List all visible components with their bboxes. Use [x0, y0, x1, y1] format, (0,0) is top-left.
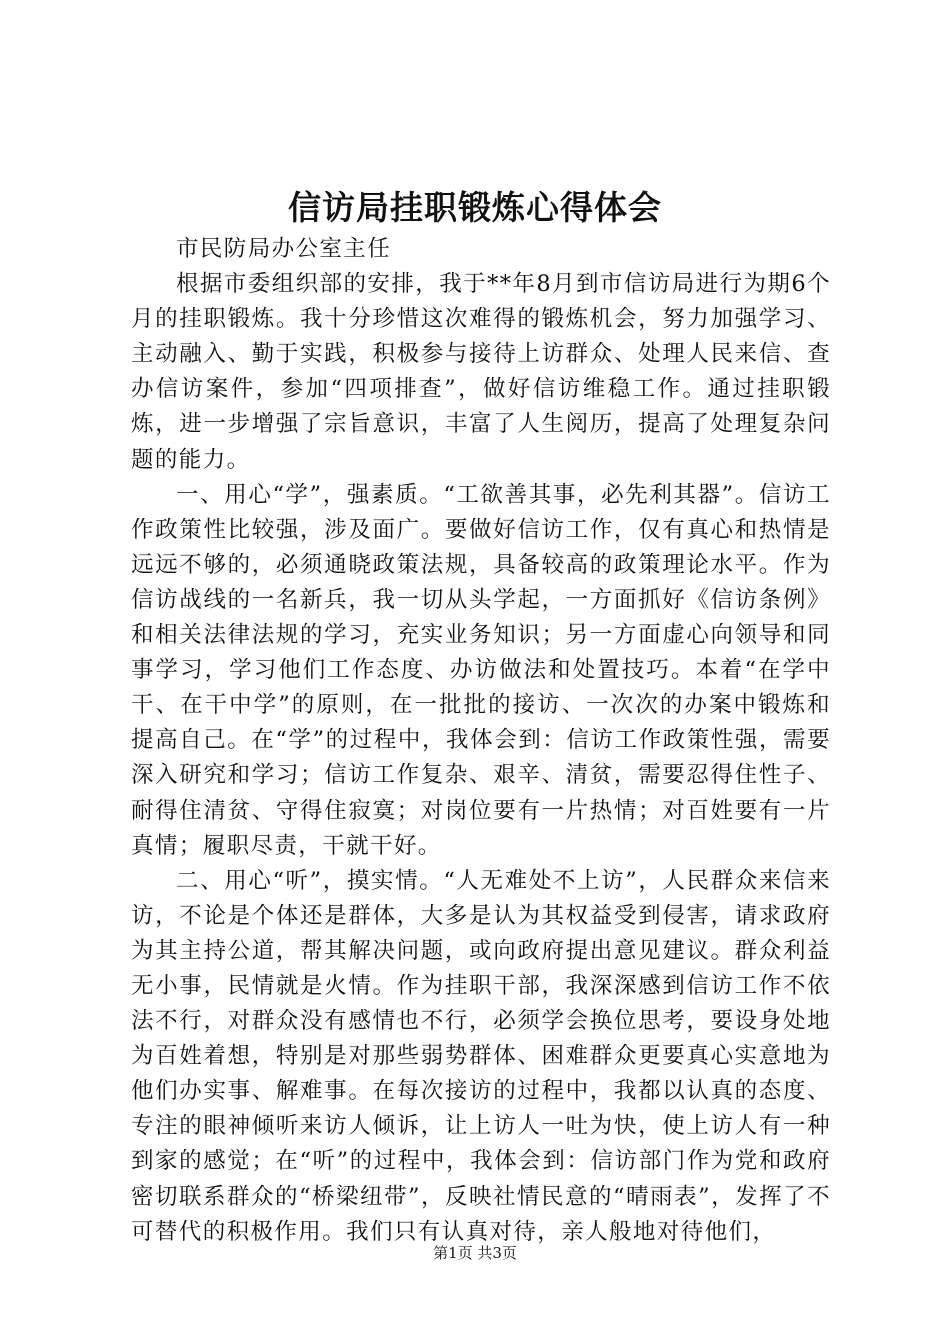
- page-footer: 第1页 共3页: [433, 1244, 517, 1262]
- document-title: 信访局挂职锻炼心得体会: [288, 188, 662, 227]
- paragraph-intro: 根据市委组织部的安排，我于**年8月到市信访局进行为期6个月的挂职锻炼。我十分珍惜这次难得的锻炼机会，努力加强学习、主动融入、勤于实践，积极参与接待上访群众、处理人民来信、查办信访案件，参加“四项排查”，做好信访维稳工作。通过挂职锻炼，进一步增强了宗旨意识，丰富了人生阅历，提高了处理复杂问题的能力。: [131, 271, 831, 473]
- document-body: [131, 232, 831, 1250]
- paragraph-section-2: 二、用心“听”，摸实情。“人无难处不上访”，人民群众来信来访，不论是个体还是群体，大多是认为其权益受到侵害，请求政府为其主持公道，帮其解决问题，或向政府提出意见建议。群众利益无小事，民情就是火情。作为挂职干部，我深深感到信访工作不依法不行，对群众没有感情也不行，必须学会换位思考，要设身处地为百姓着想，特别是对那些弱势群体、困难群众更要真心实意地为他们办实事、解难事。在每次接访的过程中，我都以认真的态度、专注的眼神倾听来访人倾诉，让上访人一吐为快，使上访人有一种到家的感觉；在“听”的过程中，我体会到：信访部门作为党和政府密切联系群众的“桥梁纽带”，反映社情民意的“晴雨表”，发挥了不可替代的积极作用。我们只有认真对待，亲人般地对待他们，: [131, 867, 831, 1245]
- paragraph-section-1: 一、用心“学”，强素质。“工欲善其事，必先利其器”。信访工作政策性比较强，涉及面广。要做好信访工作，仅有真心和热情是远远不够的，必须通晓政策法规，具备较高的政策理论水平。作为信访战线的一名新兵，我一切从头学起，一方面抓好《信访条例》和相关法律法规的学习，充实业务知识；另一方面虚心向领导和同事学习，学习他们工作态度、办访做法和处置技巧。本着“在学中干、在干中学”的原则，在一批批的接访、一次次的办案中锻炼和提高自己。在“学”的过程中，我体会到：信访工作政策性强，需要深入研究和学习；信访工作复杂、艰辛、清贫，需要忍得住性子、耐得住清贫、守得住寂寞；对岗位要有一片热情；对百姓要有一片真情；履职尽责，干就干好。: [131, 481, 831, 859]
- author-line: 市民防局办公室主任: [176, 236, 392, 262]
